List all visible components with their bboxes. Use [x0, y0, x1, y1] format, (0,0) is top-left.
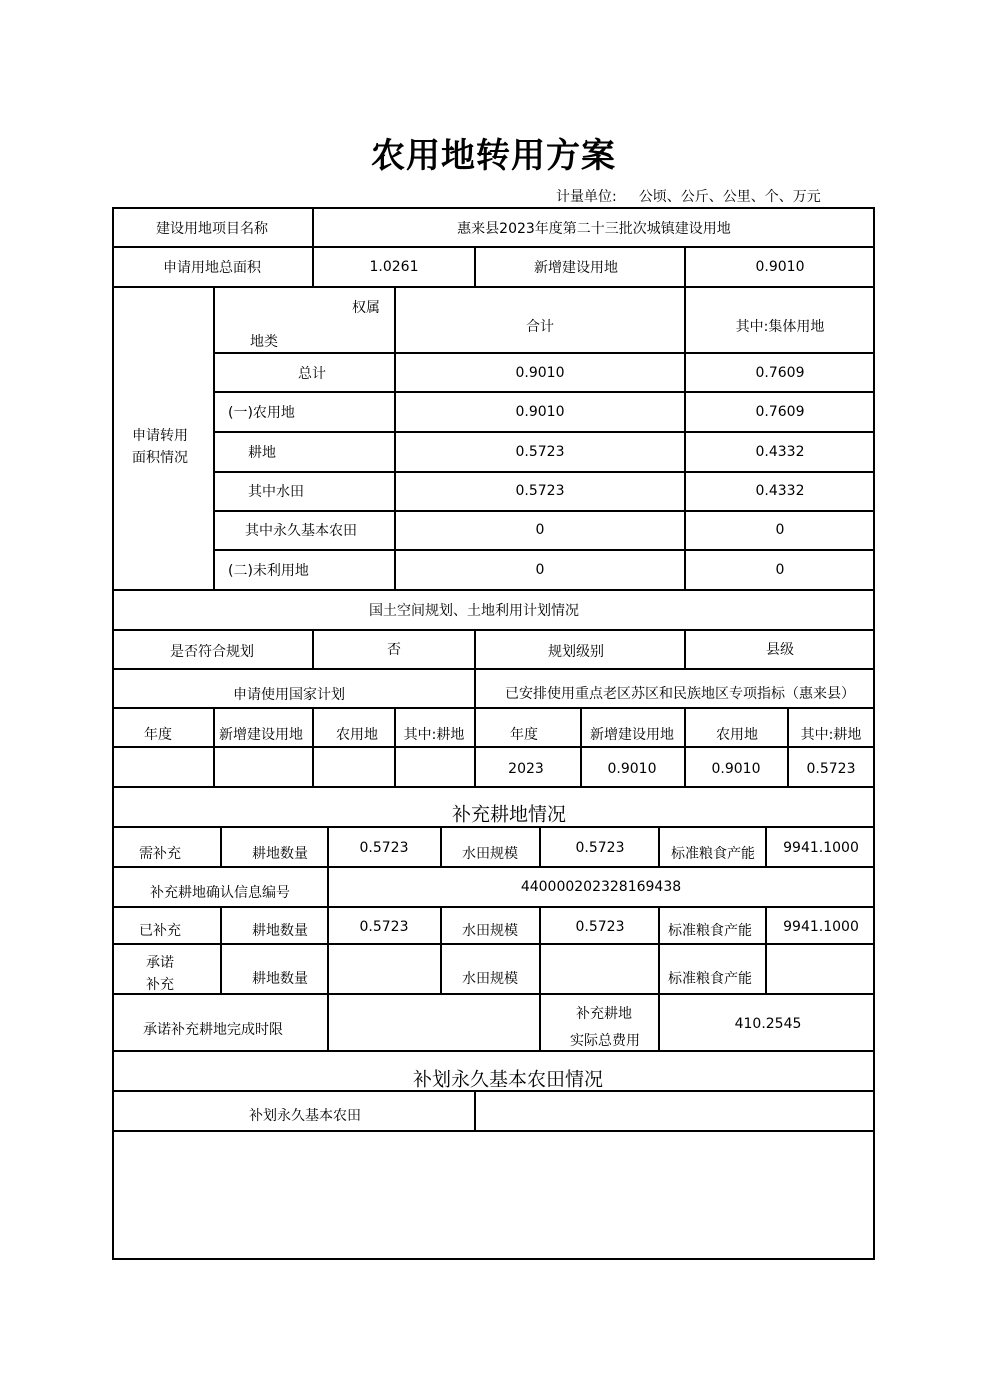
row-label: 总计 [298, 366, 326, 382]
col-header: 其中:耕地 [403, 727, 465, 743]
cost-value: 410.2545 [734, 1016, 802, 1032]
special-value: 2023 [508, 761, 544, 777]
supplement-section-title: 补充耕地情况 [451, 803, 567, 826]
unit-value: 公顷、公斤、公里、个、万元 [638, 189, 821, 205]
col-header: 农用地 [336, 727, 378, 743]
row-collective: 0.4332 [755, 483, 805, 499]
qty-label: 耕地数量 [252, 846, 308, 862]
national-plan-label: 申请使用国家计划 [233, 687, 345, 703]
row-label: (一)农用地 [228, 405, 295, 421]
land-conversion-table [112, 207, 875, 1260]
conversion-section-label: 申请转用面积情况 [132, 428, 188, 466]
special-value: 0.5723 [806, 761, 856, 777]
header-ownership: 权属 [352, 300, 380, 316]
row-label: 其中水田 [248, 484, 304, 500]
new-construction-label: 新增建设用地 [534, 260, 618, 276]
conform-value: 否 [387, 642, 401, 658]
col-header: 农用地 [716, 727, 758, 743]
done-grain: 9941.1000 [783, 919, 859, 935]
row-total: 0.5723 [515, 444, 565, 460]
row-collective: 0.4332 [755, 444, 805, 460]
row-total: 0 [535, 562, 545, 578]
row-label: (二)未利用地 [228, 563, 309, 579]
project-name-label: 建设用地项目名称 [156, 221, 268, 237]
done-qty: 0.5723 [359, 919, 409, 935]
header-landtype: 地类 [250, 334, 278, 350]
qty-label: 耕地数量 [252, 923, 308, 939]
level-value: 县级 [766, 642, 794, 658]
row-total: 0.5723 [515, 483, 565, 499]
farmland-label: 补划永久基本农田 [249, 1108, 361, 1124]
paddy-label: 水田规模 [462, 971, 518, 987]
col-header: 其中:耕地 [800, 727, 862, 743]
farmland-section-title: 补划永久基本农田情况 [412, 1068, 604, 1091]
need-qty: 0.5723 [359, 840, 409, 856]
done-label: 已补充 [139, 923, 181, 939]
grain-label: 标准粮食产能 [671, 846, 755, 862]
confirm-value: 440000202328169438 [520, 879, 682, 895]
col-header: 年度 [510, 727, 538, 743]
row-collective: 0.7609 [755, 365, 805, 381]
cost-label-line1: 补充耕地 [576, 1006, 632, 1022]
row-total: 0 [535, 522, 545, 538]
row-collective: 0 [775, 562, 785, 578]
col-header: 年度 [144, 727, 172, 743]
total-area-label: 申请用地总面积 [163, 260, 261, 276]
row-collective: 0 [775, 522, 785, 538]
col-total-header: 合计 [526, 319, 554, 335]
qty-label: 耕地数量 [252, 971, 308, 987]
confirm-label: 补充耕地确认信息编号 [150, 885, 290, 901]
new-construction-value: 0.9010 [755, 259, 805, 275]
page-title: 农用地转用方案 [371, 136, 616, 176]
done-paddy: 0.5723 [575, 919, 625, 935]
need-label: 需补充 [139, 846, 181, 862]
total-area-value: 1.0261 [369, 259, 419, 275]
level-label: 规划级别 [548, 644, 604, 660]
conform-label: 是否符合规划 [170, 644, 254, 660]
paddy-label: 水田规模 [462, 846, 518, 862]
need-grain: 9941.1000 [783, 840, 859, 856]
need-paddy: 0.5723 [575, 840, 625, 856]
planning-section-title: 国土空间规划、土地利用计划情况 [369, 603, 579, 619]
row-label: 其中永久基本农田 [245, 523, 357, 539]
grain-label: 标准粮食产能 [668, 971, 752, 987]
special-quota-label: 已安排使用重点老区苏区和民族地区专项指标（惠来县） [505, 686, 855, 702]
col-collective-header: 其中:集体用地 [735, 319, 825, 335]
paddy-label: 水田规模 [462, 923, 518, 939]
unit-line [556, 186, 821, 206]
special-value: 0.9010 [607, 761, 657, 777]
row-label: 耕地 [248, 445, 276, 461]
row-total: 0.9010 [515, 404, 565, 420]
promise-label: 承诺补充 [146, 955, 174, 993]
special-value: 0.9010 [711, 761, 761, 777]
unit-label: 计量单位: [556, 189, 617, 205]
row-total: 0.9010 [515, 365, 565, 381]
project-name-value: 惠来县2023年度第二十三批次城镇建设用地 [457, 221, 731, 237]
grain-label: 标准粮食产能 [668, 923, 752, 939]
row-collective: 0.7609 [755, 404, 805, 420]
col-header: 新增建设用地 [590, 727, 674, 743]
cost-label-line2: 实际总费用 [570, 1033, 640, 1049]
deadline-label: 承诺补充耕地完成时限 [143, 1022, 283, 1038]
col-header: 新增建设用地 [219, 727, 303, 743]
